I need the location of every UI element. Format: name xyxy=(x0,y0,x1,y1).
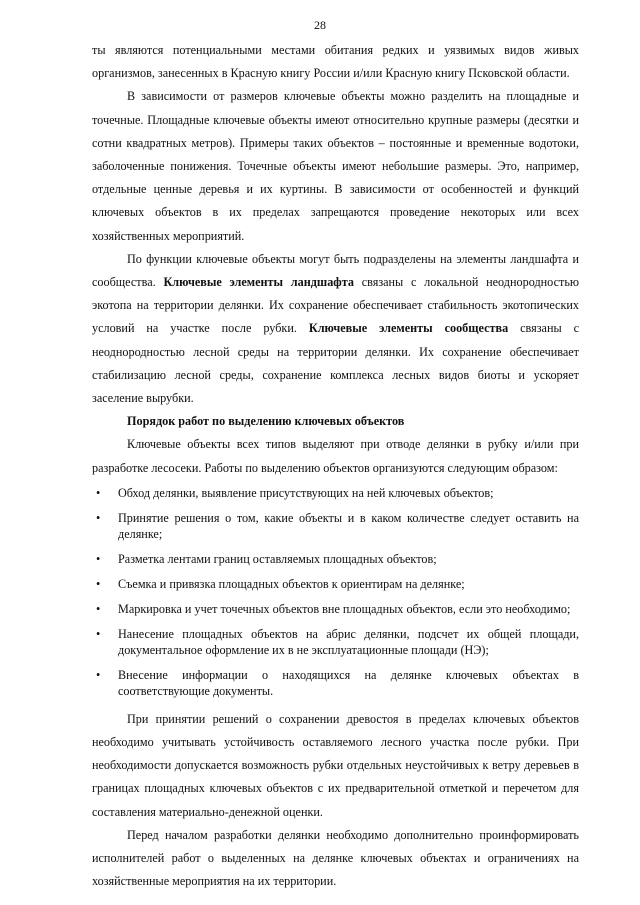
bullet-icon: • xyxy=(96,626,101,641)
paragraph-3-text-a: По функции ключевые объекты могут быть подразделены на элементы ландшафта и сообщества. xyxy=(92,251,579,290)
term-landscape-elements: Ключевые элементы ландшафта xyxy=(163,275,354,290)
list-item xyxy=(92,485,579,501)
list-item xyxy=(92,510,579,542)
list-item-text: Разметка лентами границ оставляемых площадных объектов; xyxy=(118,551,437,566)
page-body xyxy=(92,39,579,893)
list-item xyxy=(92,626,579,658)
paragraph-3-text-d: связаны с неоднородностью лесной среды на территории делянки. Их сохранение обеспечивает стабилизацию лесной среды, сохранение комплекса лесных видов биоты и ускоряет заселение вырубки. xyxy=(92,321,580,406)
paragraph-6: Перед началом разработки делянки необходимо дополнительно проинформировать исполнителей работ о выделенных на делянке ключевых объектах и ограничениях на хозяйственные мероприятия на их территории. xyxy=(92,827,579,889)
paragraph-5: При принятии решений о сохранении древостоя в пределах ключевых объектов необходимо учитывать устойчивость оставляемого лесного участка после рубки. При необходимости допускается возможность рубки отдельных неустойчивых к ветру деревьев в границах площадных ключевых объектов с их предварительной отметкой и перечетом для составления материально-денежной оценки. xyxy=(92,711,579,819)
section-heading: Порядок работ по выделению ключевых объектов xyxy=(127,414,405,429)
bullet-icon: • xyxy=(96,485,101,500)
paragraph-1: ты являются потенциальными местами обитания редких и уязвимых видов живых организмов, занесенных в Красную книгу России и/или Красную книгу Псковской области. xyxy=(92,43,579,81)
list-item xyxy=(92,667,579,699)
list-item-text: Нанесение площадных объектов на абрис делянки, подсчет их общей площади, документальное оформление их в не эксплуатационные площади (НЭ); xyxy=(118,626,579,657)
list-item-text: Внесение информации о находящихся на делянке ключевых объектах в соответствующие документы. xyxy=(118,667,579,698)
list-item-text: Принятие решения о том, какие объекты и в каком количестве следует оставить на делянке; xyxy=(118,510,579,541)
paragraph-2: В зависимости от размеров ключевые объекты можно разделить на площадные и точечные. Площадные ключевые объекты имеют относительно крупные размеры (десятки и сотни квадратных метров). Примеры таких объектов – постоянные и временные водотоки, заболоченные понижения. Точечные объекты имеют небольшие размеры. Это, например, отдельные ценные деревья и их куртины. В зависимости от особенностей и функций ключевых объектов в их пределах запрещаются проведение некоторых или всех хозяйственных мероприятий. xyxy=(92,89,579,243)
list-item xyxy=(92,601,579,617)
list-item xyxy=(92,551,579,567)
bullet-icon: • xyxy=(96,510,101,525)
paragraph-3 xyxy=(92,248,579,410)
list-item-text: Маркировка и учет точечных объектов вне площадных объектов, если это необходимо; xyxy=(118,601,571,616)
term-community-elements: Ключевые элементы сообщества xyxy=(308,321,509,336)
list-item-text: Съемка и привязка площадных объектов к ориентирам на делянке; xyxy=(118,576,465,591)
bullet-icon: • xyxy=(96,601,101,616)
procedure-list xyxy=(92,485,579,699)
list-item xyxy=(92,576,579,592)
list-item-text: Обход делянки, выявление присутствующих на ней ключевых объектов; xyxy=(118,485,494,500)
paragraph-3-text-c: связаны с локальной неоднородностью экотопа на территории делянки. Их сохранение обеспечивает стабильность экотопических условий на участке после рубки. xyxy=(92,275,579,336)
bullet-icon: • xyxy=(96,551,101,566)
bullet-icon: • xyxy=(96,576,101,591)
paragraph-4: Ключевые объекты всех типов выделяют при отводе делянки в рубку и/или при разработке лесосеки. Работы по выделению объектов организуются следующим образом: xyxy=(92,437,579,475)
page-number: 28 xyxy=(314,18,326,32)
bullet-icon: • xyxy=(96,667,101,682)
